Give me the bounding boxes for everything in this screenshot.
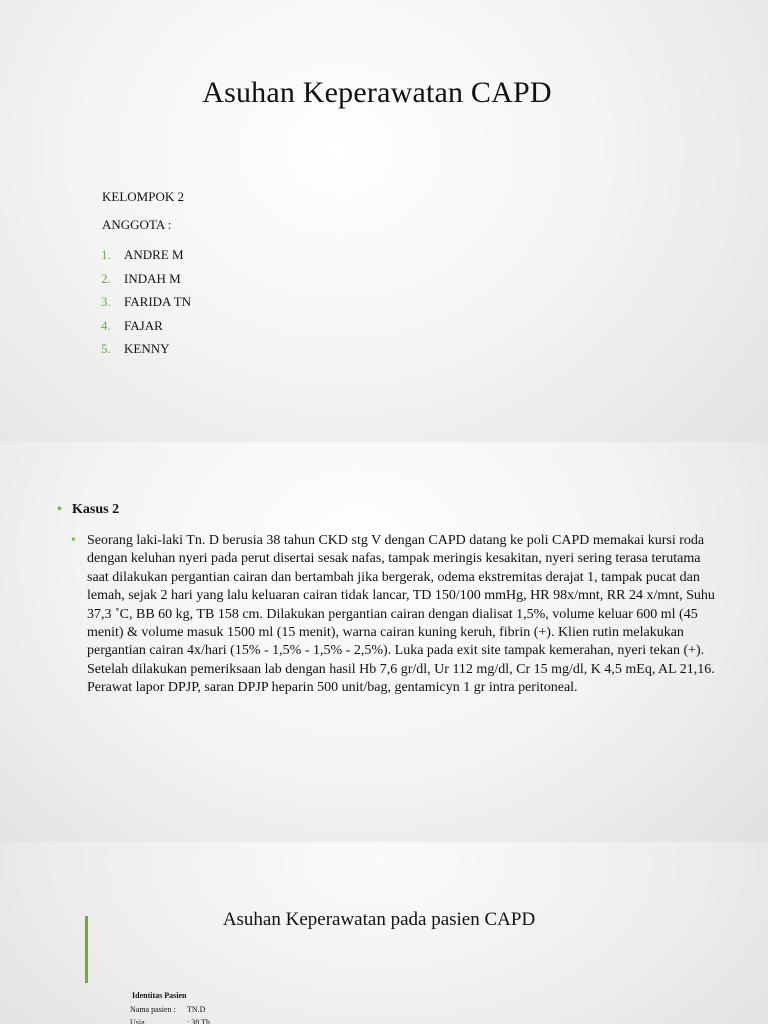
member-name: FAJAR xyxy=(124,317,163,333)
slide-title: Asuhan Keperawatan CAPD xyxy=(202,76,552,109)
member-name: ANDRE M xyxy=(124,247,184,262)
field-label: Usia xyxy=(130,1018,145,1024)
member-number: 5. xyxy=(101,341,111,356)
member-item xyxy=(101,293,191,317)
field-value: TN.D xyxy=(187,1005,206,1014)
member-number: 1. xyxy=(101,247,111,262)
member-number: 4. xyxy=(101,317,111,333)
slide-title: Asuhan Keperawatan pada pasien CAPD xyxy=(222,909,536,930)
member-number: 3. xyxy=(101,294,111,309)
member-name: INDAH M xyxy=(124,270,181,286)
title-slide xyxy=(0,0,768,442)
bullet-icon: • xyxy=(57,502,62,517)
identity-heading: Identitas Pasien xyxy=(132,991,187,1000)
bullet-icon: • xyxy=(71,533,76,548)
member-item xyxy=(101,270,191,294)
case-heading: Kasus 2 xyxy=(72,502,120,517)
member-name: FARIDA TN xyxy=(124,294,192,309)
case-description: Seorang laki-laki Tn. D berusia 38 tahun CKD stg V dengan CAPD datang ke poli CAPD memakai kursi roda dengan keluhan nyeri pada perut disertai sesak nafas, tampak meringis kesakitan, nyeri sering terasa terutama saat dilakukan pergantian cairan dan bertambah jika bergerak, odema ekstremitas derajat 1, tampak pucat dan lemah, sejak 2 hari yang lalu keluaran cairan tidak lancar, TD 150/100 mmHg, HR 98x/mnt, RR 24 x/mnt, Suhu 37,3 ˚C, BB 60 kg, TB 158 cm. Dilakukan pergantian cairan dengan dialisat 1,5%, volume keluar 600 ml (45 menit) & volume masuk 1500 ml (15 menit), warna cairan kuning keruh, fibrin (+). Klien rutin melakukan pergantian cairan 4x/hari (15% - 1,5% - 1,5% - 2,5%). Luka pada exit site tampak kemerahan, nyeri tekan (+). Setelah dilakukan pemeriksaan lab dengan hasil Hb 7,6 gr/dl, Ur 112 mg/dl, Cr 15 mg/dl, K 4,5 mEq, AL 21,16. Perawat lapor DPJP, saran DPJP heparin 500 unit/bag, gentamicyn 1 gr intra peritoneal. xyxy=(87,533,715,696)
case-slide xyxy=(0,442,768,842)
identity-field xyxy=(130,1005,205,1014)
member-list xyxy=(101,246,191,364)
member-item xyxy=(101,246,191,270)
member-item xyxy=(101,317,191,341)
field-value: : 38 Th xyxy=(187,1018,210,1024)
member-name: KENNY xyxy=(124,341,170,356)
care-plan-slide xyxy=(0,842,768,1024)
case-body-row xyxy=(71,532,716,698)
members-heading: ANGGOTA : xyxy=(102,217,172,232)
group-label: KELOMPOK 2 xyxy=(102,189,184,204)
member-number: 2. xyxy=(101,270,111,286)
case-heading-row xyxy=(57,501,119,519)
member-item xyxy=(101,340,191,364)
identity-field xyxy=(130,1018,210,1024)
field-label: Nama pasien : xyxy=(130,1005,176,1014)
